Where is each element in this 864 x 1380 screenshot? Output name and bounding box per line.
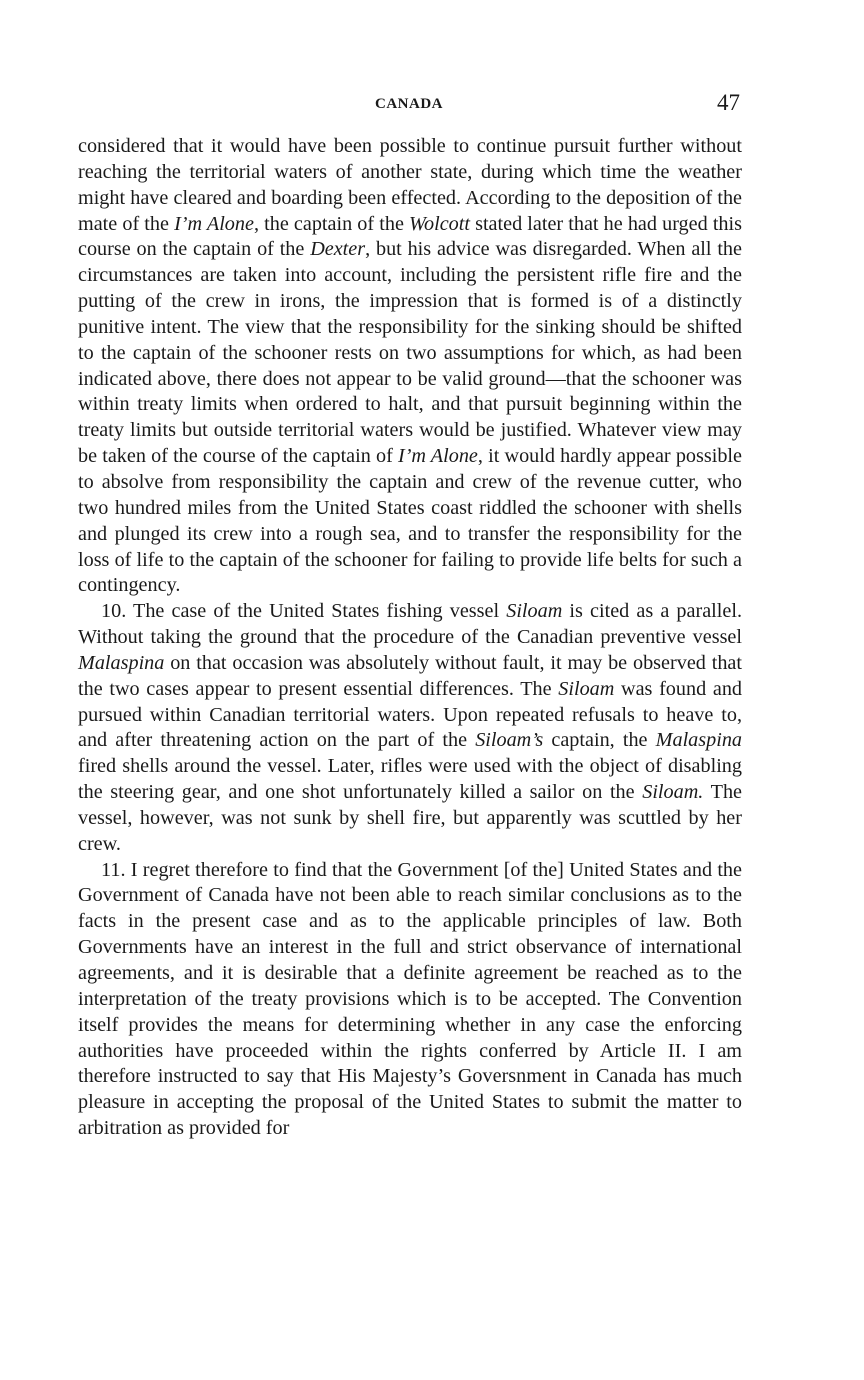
- text-run: is cited as a parallel. Without taking the ground that the procedure of the Canadian preventive vessel: [78, 600, 742, 649]
- italic-name: Malaspina: [78, 651, 165, 674]
- italic-name: Siloam’s: [475, 729, 544, 752]
- italic-name: I’m Alone: [397, 445, 478, 468]
- italic-name: Malaspina: [655, 729, 743, 752]
- italic-name: Dexter: [310, 238, 366, 261]
- text-run: fired shells around the vessel. Later, rifles were used with the object of disabling the steering gear, and one shot unfortunately killed a sailor on the: [78, 755, 742, 804]
- italic-name: Siloam.: [642, 781, 704, 804]
- paragraph-11: [78, 858, 742, 1142]
- text-run: 11. I regret therefore to find that the Government [of the] United States and the Government of Canada have not been able to reach similar conclusions as to the facts in the present case and as to the applicable principles of law. Both Governments have an interest in the full and strict observance of international agreements, and it is desirable that a definite agreement be reached as to the interpretation of the treaty provisions which is to be accepted. The Convention itself provides the means for determining whether in any case the enforcing authorities have proceeded within the rights conferred by Article II. I am therefore instructed to say that His Majesty’s Goversnment in Canada has much pleasure in accepting the proposal of the United States to submit the matter to arbitration as provided for: [78, 858, 742, 1140]
- text-run: , but his advice was disregarded. When all the circumstances are taken into account, including the persistent rifle fire and the putting of the crew in irons, the impression that is formed is of a distinctly punitive intent. The view that the responsibility for the sinking should be shifted to the captain of the schooner rests on two assumptions for which, as had been indicated above, there does not appear to be valid ground—that the schooner was within treaty limits when ordered to halt, and that pursuit beginning within the treaty limits but outside territorial waters would be justified. Whatever view may be taken of the course of the captain of: [78, 238, 742, 468]
- italic-name: Wolcott: [409, 212, 470, 235]
- text-run: , it would hardly appear possible to absolve from responsibility the captain and crew of the revenue cutter, who two hundred miles from the United States coast riddled the schooner with shells and plunged its crew into a rough sea, and to transfer the responsibility for the loss of life to the captain of the schooner for failing to provide life belts for such a contingency.: [78, 445, 742, 597]
- page-header: [78, 90, 740, 120]
- text-run: on that occasion was absolutely without fault, it may be observed that the two cases appear to present essential differences. The: [78, 651, 742, 700]
- italic-name: Siloam: [506, 600, 563, 623]
- text-run: The vessel, however, was not sunk by shell fire, but apparently was scuttled by her crew.: [78, 781, 742, 855]
- text-run: captain, the: [543, 729, 656, 752]
- text-run: stated later that he had urged this course on the captain of the: [78, 212, 742, 261]
- text-run: , the captain of the: [253, 212, 410, 235]
- text-run: considered that it would have been possible to continue pursuit further without reaching the territorial waters of another state, during which time the weather might have cleared and boarding been effected. According to the deposition of the mate of the: [78, 135, 742, 235]
- running-head: CANADA: [375, 96, 443, 112]
- italic-name: Siloam: [558, 677, 615, 700]
- text-run: was found and pursued within Canadian territorial waters. Upon repeated refusals to heave to, and after threatening action on the part of the: [78, 677, 743, 752]
- body-text: [78, 134, 742, 1142]
- paragraph-10: [78, 599, 742, 857]
- text-run: 10. The case of the United States fishing vessel: [101, 600, 507, 623]
- paragraph-continued: [78, 134, 742, 599]
- page-number: 47: [717, 90, 740, 115]
- italic-name: I’m Alone: [174, 212, 254, 235]
